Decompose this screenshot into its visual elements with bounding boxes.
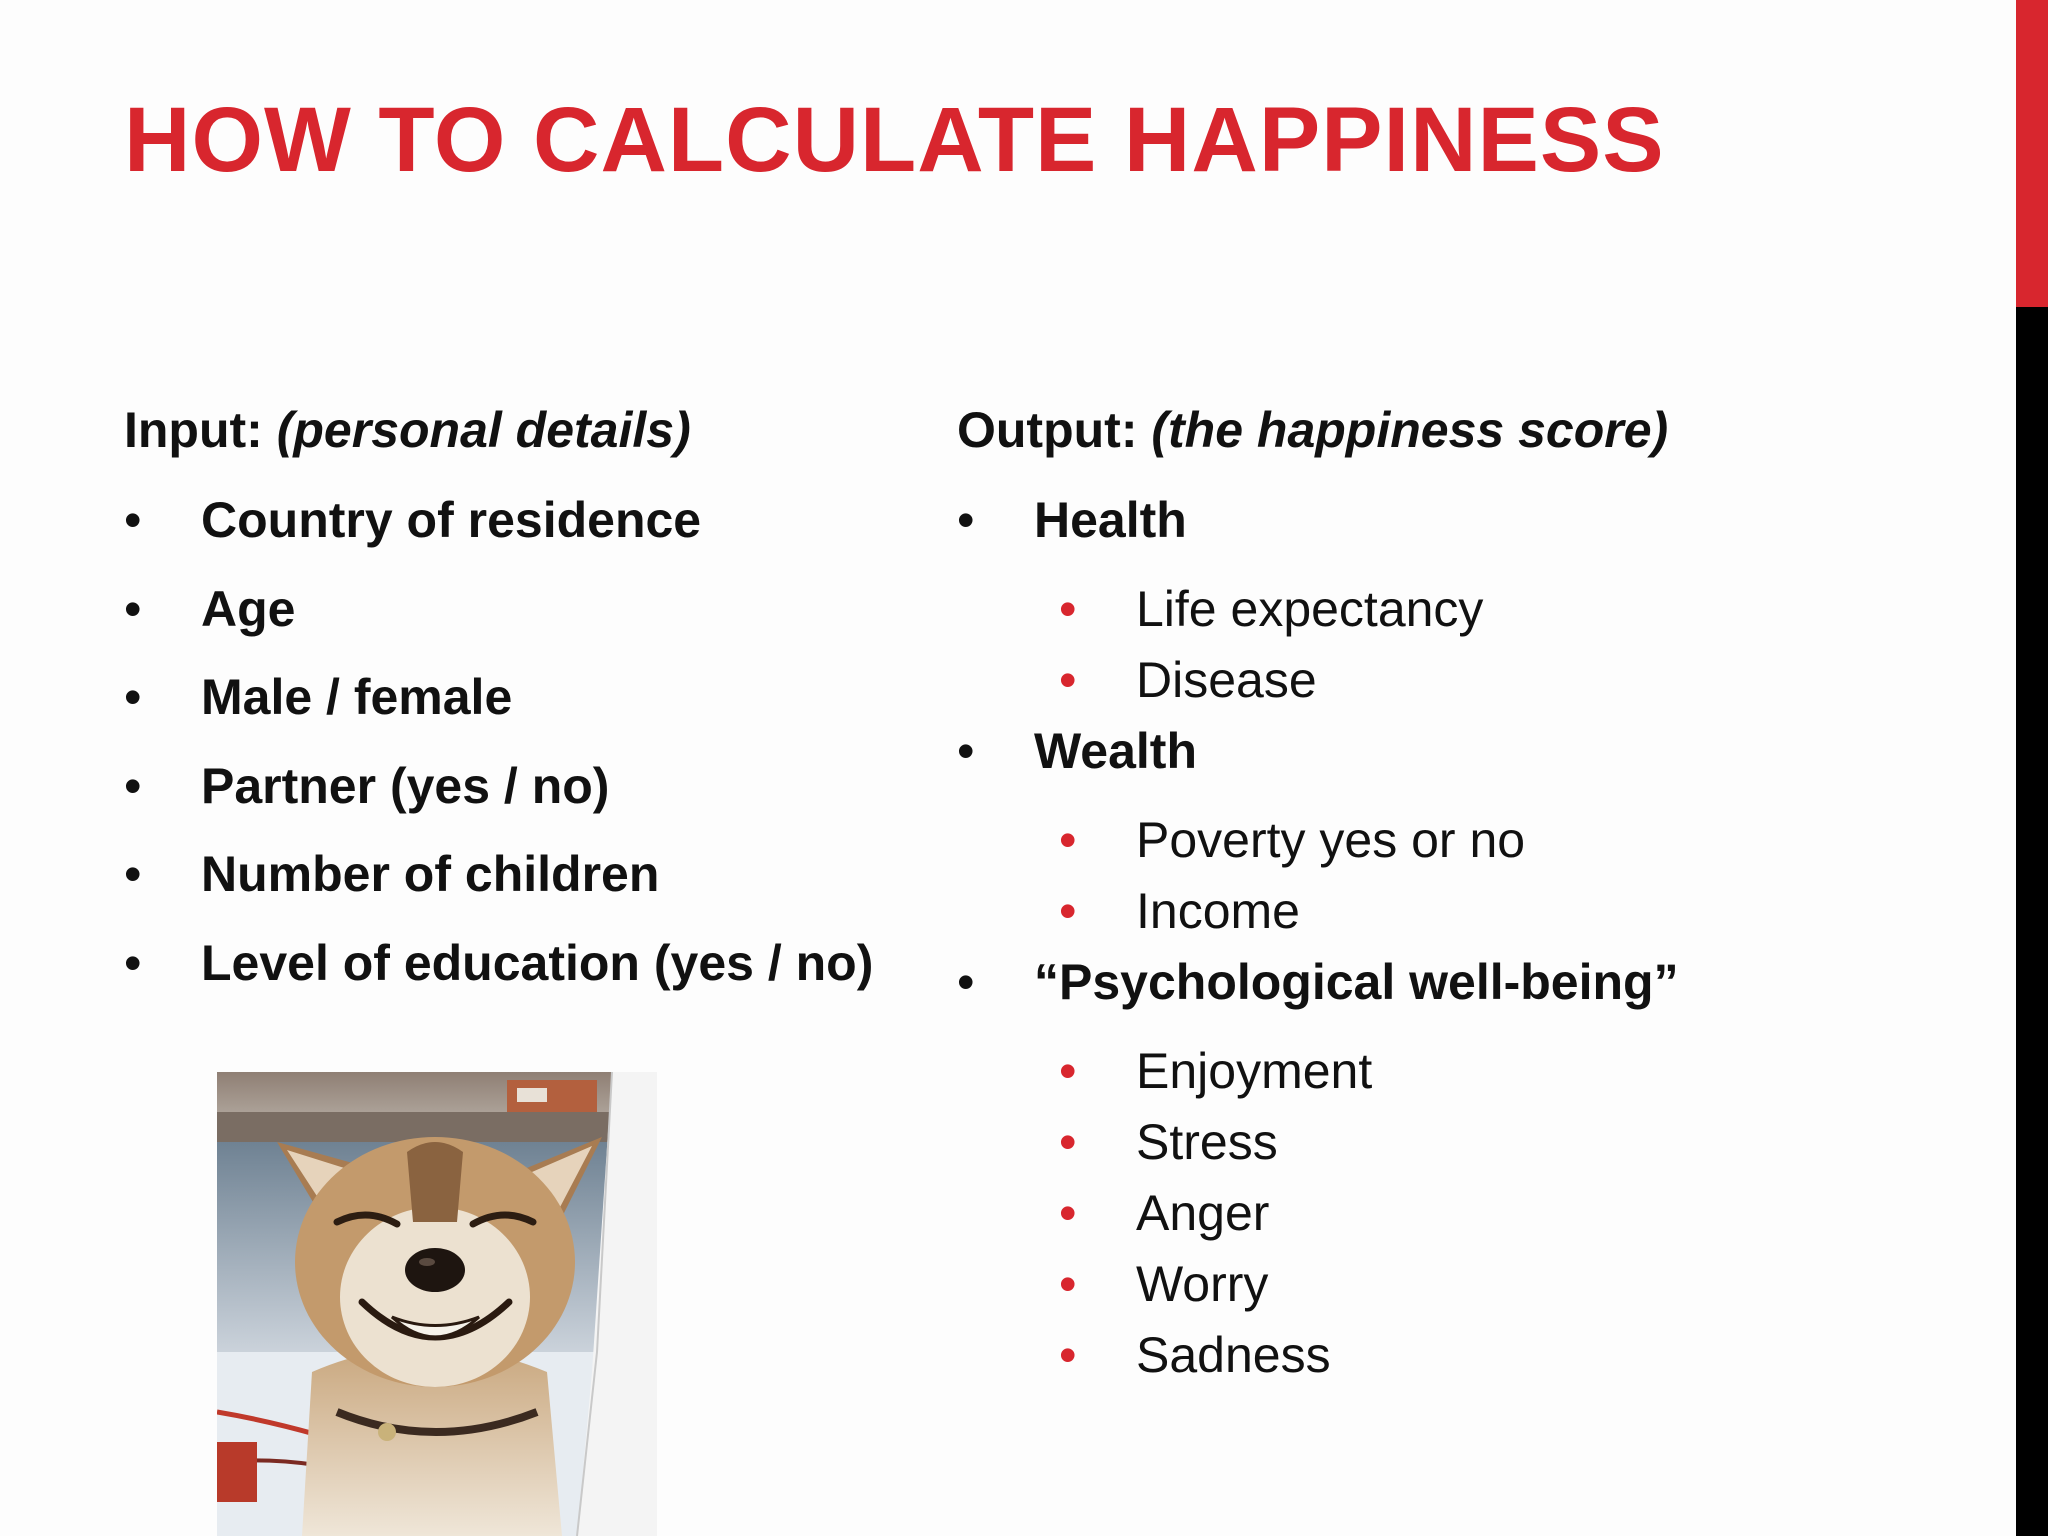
output-heading <box>957 398 1997 462</box>
output-subitem-label: Poverty yes or no <box>1136 812 1526 868</box>
output-subitem <box>957 1323 1997 1387</box>
bullet-icon: • <box>957 954 975 1010</box>
red-bullet-icon: • <box>1059 1185 1077 1241</box>
input-item <box>124 931 944 995</box>
output-group-label: Wealth <box>1034 723 1197 779</box>
bullet-icon: • <box>124 580 142 637</box>
input-item-label: Country of residence <box>201 492 702 548</box>
output-subitem-label: Sadness <box>1136 1327 1331 1383</box>
bullet-icon: • <box>124 492 142 548</box>
output-subitem-label: Enjoyment <box>1136 1043 1373 1099</box>
accent-bar <box>2016 0 2048 307</box>
output-subitem <box>957 808 1997 872</box>
output-subitem <box>957 1181 1997 1245</box>
input-item-label: Male / female <box>201 669 513 725</box>
output-heading-label: Output: <box>957 402 1138 458</box>
output-group-label: Health <box>1034 492 1187 548</box>
side-bar <box>2016 307 2048 1536</box>
output-subitem-label: Worry <box>1136 1256 1269 1312</box>
output-column <box>957 398 1997 1387</box>
bullet-icon: • <box>124 757 142 814</box>
output-subitem-label: Disease <box>1136 652 1317 708</box>
red-bullet-icon: • <box>1059 812 1077 868</box>
red-bullet-icon: • <box>1059 581 1077 637</box>
slide-title: HOW TO CALCULATE HAPPINESS <box>124 89 1665 191</box>
red-bullet-icon: • <box>1059 883 1077 939</box>
red-bullet-icon: • <box>1059 1114 1077 1170</box>
output-subitem <box>957 648 1997 712</box>
input-item-label: Level of education (yes / no) <box>201 934 874 991</box>
red-bullet-icon: • <box>1059 652 1077 708</box>
input-list <box>124 488 944 995</box>
input-heading-note: (personal details) <box>276 402 691 458</box>
input-item <box>124 842 944 906</box>
input-heading <box>124 398 944 462</box>
output-group-health <box>957 488 1997 552</box>
red-bullet-icon: • <box>1059 1043 1077 1099</box>
output-subitem-label: Anger <box>1136 1185 1270 1241</box>
output-subitem <box>957 879 1997 943</box>
input-item <box>124 665 944 729</box>
output-subitem <box>957 1039 1997 1103</box>
bullet-icon: • <box>124 934 142 991</box>
input-item <box>124 754 944 818</box>
red-bullet-icon: • <box>1059 1327 1077 1383</box>
output-group-label: “Psychological well-being” <box>1034 954 1679 1010</box>
output-subitem <box>957 1110 1997 1174</box>
bullet-icon: • <box>124 846 142 902</box>
bullet-icon: • <box>957 492 975 548</box>
output-heading-note: (the happiness score) <box>1151 402 1669 458</box>
output-group-psychological <box>957 950 1997 1014</box>
output-subitem-label: Income <box>1136 883 1300 939</box>
input-heading-label: Input: <box>124 402 263 458</box>
bullet-icon: • <box>957 723 975 779</box>
output-subitem-label: Life expectancy <box>1136 581 1484 637</box>
output-group-wealth <box>957 719 1997 783</box>
output-subitem <box>957 1252 1997 1316</box>
red-bullet-icon: • <box>1059 1256 1077 1312</box>
output-list <box>957 488 1997 1387</box>
input-item-label: Age <box>201 580 296 637</box>
output-subitem <box>957 577 1997 641</box>
input-item-label: Partner (yes / no) <box>201 757 610 814</box>
input-column <box>124 398 944 1019</box>
input-item <box>124 577 944 641</box>
smiling-dog-photo <box>217 1072 657 1536</box>
output-subitem-label: Stress <box>1136 1114 1278 1170</box>
input-item <box>124 488 944 552</box>
bullet-icon: • <box>124 669 142 725</box>
input-item-label: Number of children <box>201 846 660 902</box>
